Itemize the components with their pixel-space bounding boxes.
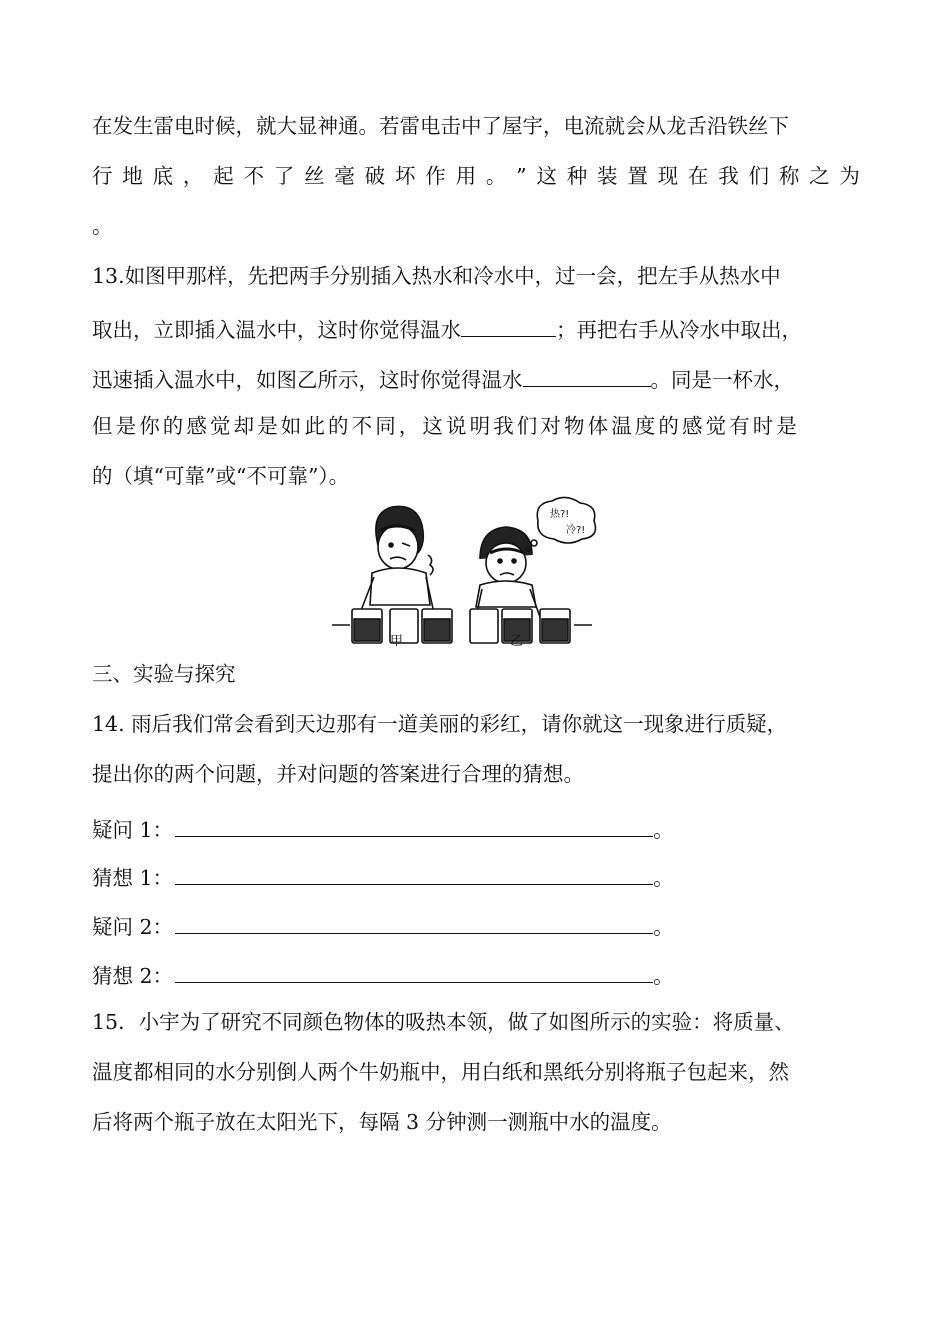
justified-char: 坏 — [394, 164, 416, 188]
q13-blank-2[interactable] — [523, 366, 651, 387]
justified-char: ” — [516, 164, 527, 188]
justified-char: 用 — [455, 164, 477, 188]
q15-line: 15．小宇为了研究不同颜色物体的吸热本领，做了如图所示的实验：将质量、 — [92, 1010, 795, 1034]
answer-blank[interactable] — [175, 816, 653, 837]
justified-char: 为 — [839, 164, 860, 188]
q13-line — [92, 366, 794, 391]
q13-figure — [330, 495, 600, 650]
q13-line: 的（填“可靠”或“不可靠”）。 — [92, 464, 350, 488]
justified-char: 了 — [273, 164, 295, 188]
q13-text: 。同是一杯水， — [650, 368, 794, 392]
q15-line: 温度都相同的水分别倒人两个牛奶瓶中，用白纸和黑纸分别将瓶子包起来，然 — [92, 1060, 789, 1084]
answer-end: 。 — [653, 964, 674, 988]
answer-blank[interactable] — [175, 864, 653, 885]
justified-char: 底 — [152, 164, 174, 188]
boy-left-illustration — [360, 506, 434, 613]
answer-end: 。 — [653, 915, 674, 939]
answer-label: 疑问 2： — [92, 915, 174, 939]
answer-end: 。 — [653, 818, 674, 842]
justified-char: 起 — [213, 164, 234, 188]
answer-row — [92, 816, 674, 841]
q13-line: 但是你的感觉却是如此的不同，这说明我们对物体温度的感觉有时是 — [92, 414, 800, 438]
justified-char: 破 — [364, 164, 386, 188]
justified-char: 地 — [122, 164, 143, 188]
justified-char: 不 — [243, 164, 264, 188]
bubble-text-hot: 热?! — [550, 509, 570, 520]
justified-char: 称 — [778, 164, 800, 188]
justified-char: 行 — [92, 164, 113, 188]
answer-row — [92, 962, 674, 987]
justified-char: 。 — [485, 164, 507, 188]
section-title: 三、实验与探究 — [92, 662, 236, 686]
answer-row — [92, 864, 674, 889]
justified-char: 们 — [748, 164, 770, 188]
justified-char: 之 — [809, 164, 830, 188]
justified-char: 毫 — [334, 164, 355, 188]
justified-char: 置 — [627, 164, 648, 188]
hands-in-water-illustration — [330, 495, 600, 650]
answer-label: 疑问 1： — [92, 818, 174, 842]
answer-label: 猜想 2： — [92, 964, 174, 988]
justified-char: 在 — [687, 164, 709, 188]
q15-line: 后将两个瓶子放在太阳光下，每隔 3 分钟测一测瓶中水的温度。 — [92, 1110, 672, 1134]
answer-end: 。 — [653, 866, 674, 890]
q13-text: ；再把右手从冷水中取出， — [556, 318, 802, 342]
q13-text: 迅速插入温水中，如图乙所示，这时你觉得温水 — [92, 368, 523, 392]
q14-line: 提出你的两个问题，并对问题的答案进行合理的猜想。 — [92, 762, 584, 786]
justified-char: 现 — [657, 164, 679, 188]
answer-row — [92, 913, 674, 938]
paragraph-line: 在发生雷电时候，就大显神通。若雷电击中了屋宇，电流就会从龙舌沿铁丝下 — [92, 114, 789, 138]
justified-char: 丝 — [304, 164, 325, 188]
boy-right-illustration — [476, 527, 540, 617]
justified-char: 我 — [718, 164, 739, 188]
bubble-text-cold: 冷?! — [566, 525, 586, 536]
justified-char: 作 — [425, 164, 446, 188]
answer-label: 猜想 1： — [92, 866, 174, 890]
justified-char: ， — [182, 164, 204, 188]
q14-line: 14. 雨后我们常会看到天边那有一道美丽的彩红，请你就这一现象进行质疑， — [92, 712, 788, 736]
q13-line — [92, 316, 802, 341]
q13-blank-1[interactable] — [461, 316, 556, 337]
answer-blank[interactable] — [175, 913, 653, 934]
paragraph-line-justified — [92, 166, 860, 187]
figure-label-left: 甲 — [390, 634, 404, 649]
figure-label-right: 乙 — [510, 634, 524, 649]
paragraph-line: 。 — [92, 214, 113, 238]
answer-blank[interactable] — [175, 962, 653, 983]
justified-char: 种 — [566, 164, 588, 188]
justified-char: 这 — [536, 164, 557, 188]
beakers — [332, 609, 592, 643]
q13-text: 取出，立即插入温水中，这时你觉得温水 — [92, 318, 461, 342]
q13-line: 13.如图甲那样，先把两手分别插入热水和冷水中，过一会，把左手从热水中 — [92, 264, 781, 288]
justified-char: 装 — [597, 164, 618, 188]
